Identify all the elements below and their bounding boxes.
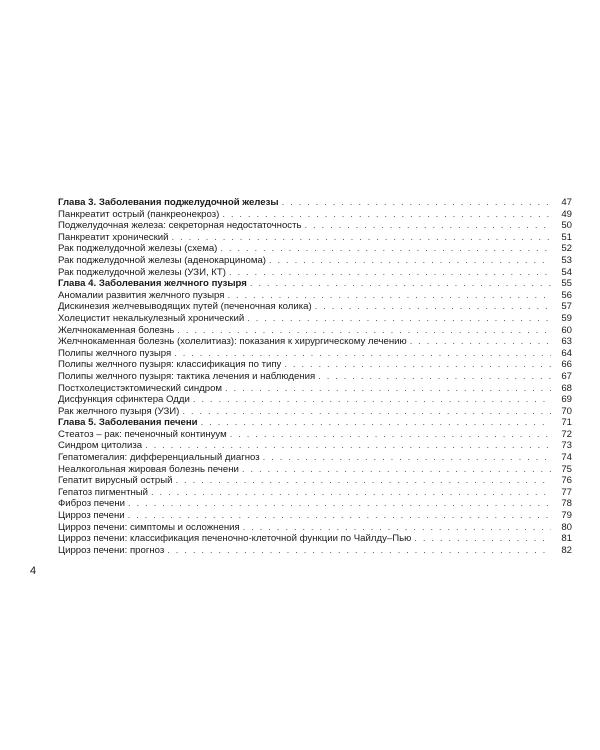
toc-entry-page: 82 bbox=[561, 544, 572, 556]
dot-leader bbox=[230, 429, 551, 441]
toc-entry-title: Фиброз печени bbox=[58, 498, 125, 510]
toc-entry-title: Рак поджелудочной железы (аденокарцинома) bbox=[58, 254, 266, 266]
toc-entry[interactable] bbox=[58, 464, 572, 476]
toc-chapter-heading[interactable] bbox=[58, 197, 572, 209]
dot-leader bbox=[177, 325, 551, 337]
toc-entry[interactable] bbox=[58, 301, 572, 313]
toc-entry[interactable] bbox=[58, 267, 572, 279]
toc-entry-page: 56 bbox=[561, 289, 572, 301]
toc-entry[interactable] bbox=[58, 440, 572, 452]
toc-entry-page: 51 bbox=[561, 231, 572, 243]
dot-leader bbox=[250, 278, 551, 290]
toc-entry-title: Глава 3. Заболевания поджелудочной железы bbox=[58, 197, 279, 208]
dot-leader bbox=[247, 313, 551, 325]
toc-entry-page: 50 bbox=[561, 220, 572, 232]
toc-entry-title: Цирроз печени: прогноз bbox=[58, 544, 165, 556]
toc-entry-title: Рак поджелудочной железы (схема) bbox=[58, 243, 218, 255]
toc-entry-page: 73 bbox=[561, 440, 572, 452]
toc-entry-title: Поджелудочная железа: секреторная недостаточность bbox=[58, 220, 302, 232]
toc-entry[interactable] bbox=[58, 522, 572, 534]
dot-leader bbox=[284, 359, 551, 371]
toc-entry-title: Синдром цитолиза bbox=[58, 440, 143, 452]
dot-leader bbox=[176, 475, 551, 487]
dot-leader bbox=[128, 498, 551, 510]
dot-leader bbox=[151, 487, 551, 499]
dot-leader bbox=[229, 267, 551, 279]
toc-entry-page: 64 bbox=[561, 347, 572, 359]
toc-entry-page: 60 bbox=[561, 324, 572, 336]
toc-entry[interactable] bbox=[58, 510, 572, 522]
toc-entry-page: 52 bbox=[561, 243, 572, 255]
toc-entry-page: 53 bbox=[561, 254, 572, 266]
toc-entry[interactable] bbox=[58, 371, 572, 383]
toc-entry[interactable] bbox=[58, 336, 572, 348]
toc-entry-page: 55 bbox=[561, 278, 572, 290]
dot-leader bbox=[174, 348, 551, 360]
toc-entry-page: 63 bbox=[561, 336, 572, 348]
dot-leader bbox=[145, 440, 551, 452]
toc-entry-title: Глава 4. Заболевания желчного пузыря bbox=[58, 278, 247, 290]
toc-entry-page: 80 bbox=[561, 521, 572, 533]
dot-leader bbox=[128, 510, 551, 522]
toc-chapter-heading[interactable] bbox=[58, 417, 572, 429]
dot-leader bbox=[410, 336, 551, 348]
toc-entry[interactable] bbox=[58, 255, 572, 267]
dot-leader bbox=[414, 533, 551, 545]
dot-leader bbox=[193, 394, 551, 406]
toc-entry-title: Гепатит вирусный острый bbox=[58, 475, 173, 487]
toc-entry-page: 70 bbox=[561, 405, 572, 417]
toc-entry-page: 67 bbox=[561, 370, 572, 382]
toc-entry-page: 71 bbox=[561, 417, 572, 429]
toc-entry-title: Дискинезия желчевыводящих путей (печеночная колика) bbox=[58, 301, 312, 313]
dot-leader bbox=[222, 209, 551, 221]
dot-leader bbox=[282, 197, 551, 209]
toc-entry[interactable] bbox=[58, 348, 572, 360]
dot-leader bbox=[220, 243, 551, 255]
toc-entry[interactable] bbox=[58, 475, 572, 487]
toc-entry[interactable] bbox=[58, 545, 572, 557]
toc-entry-title: Полипы желчного пузыря bbox=[58, 347, 172, 359]
toc-entry[interactable] bbox=[58, 487, 572, 499]
toc-entry[interactable] bbox=[58, 498, 572, 510]
dot-leader bbox=[318, 371, 551, 383]
dot-leader bbox=[172, 232, 551, 244]
toc-entry-title: Постхолецистэктомический синдром bbox=[58, 382, 223, 394]
toc-entry-page: 59 bbox=[561, 312, 572, 324]
toc-entry-page: 57 bbox=[561, 301, 572, 313]
dot-leader bbox=[263, 452, 551, 464]
toc-entry-title: Цирроз печени bbox=[58, 510, 125, 522]
toc-entry-title: Рак желчного пузыря (УЗИ) bbox=[58, 405, 180, 417]
toc-entry[interactable] bbox=[58, 220, 572, 232]
toc-entry-title: Цирроз печени: симптомы и осложнения bbox=[58, 521, 240, 533]
dot-leader bbox=[201, 417, 551, 429]
toc-entry-title: Глава 5. Заболевания печени bbox=[58, 417, 198, 429]
toc-entry-page: 76 bbox=[561, 475, 572, 487]
toc-entry-page: 79 bbox=[561, 510, 572, 522]
dot-leader bbox=[243, 522, 551, 534]
toc-entry-page: 72 bbox=[561, 428, 572, 440]
toc-entry-page: 54 bbox=[561, 266, 572, 278]
toc-entry-title: Рак поджелудочной железы (УЗИ, КТ) bbox=[58, 266, 226, 278]
dot-leader bbox=[225, 383, 551, 395]
toc-entry-title: Гепатоз пигментный bbox=[58, 486, 149, 498]
toc-entry[interactable] bbox=[58, 313, 572, 325]
toc-entry-title: Панкреатит острый (панкреонекроз) bbox=[58, 208, 220, 220]
dot-leader bbox=[269, 255, 551, 267]
dot-leader bbox=[227, 290, 551, 302]
dot-leader bbox=[242, 464, 551, 476]
toc-entry-page: 77 bbox=[561, 486, 572, 498]
toc-entry[interactable] bbox=[58, 452, 572, 464]
toc-entry-title: Холецистит некалькулезный хронический bbox=[58, 312, 245, 324]
toc-entry-page: 69 bbox=[561, 394, 572, 406]
toc-entry-title: Желчнокаменная болезнь bbox=[58, 324, 175, 336]
dot-leader bbox=[167, 545, 551, 557]
toc-entry[interactable] bbox=[58, 429, 572, 441]
toc-entry[interactable] bbox=[58, 232, 572, 244]
dot-leader bbox=[182, 406, 551, 418]
toc-entry-title: Дисфункция сфинктера Одди bbox=[58, 394, 190, 406]
toc-entry[interactable] bbox=[58, 394, 572, 406]
toc-entry-title: Полипы желчного пузыря: тактика лечения и наблюдения bbox=[58, 370, 316, 382]
toc-entry-page: 74 bbox=[561, 452, 572, 464]
toc-entry-title: Полипы желчного пузыря: классификация по типу bbox=[58, 359, 282, 371]
toc-entry[interactable] bbox=[58, 209, 572, 221]
toc-entry-page: 49 bbox=[561, 208, 572, 220]
toc-entry-title: Цирроз печени: классификация печеночно-клеточной функции по Чайлду–Пью bbox=[58, 533, 412, 545]
toc-entry-page: 78 bbox=[561, 498, 572, 510]
toc-entry-title: Неалкогольная жировая болезнь печени bbox=[58, 463, 239, 475]
toc-entry-title: Стеатоз – рак: печеночный континуум bbox=[58, 428, 227, 440]
toc-entry[interactable] bbox=[58, 290, 572, 302]
dot-leader bbox=[315, 301, 551, 313]
toc-entry-page: 81 bbox=[561, 533, 572, 545]
toc-entry-title: Гепатомегалия: дифференциальный диагноз bbox=[58, 452, 260, 464]
dot-leader bbox=[305, 220, 552, 232]
toc-entry[interactable] bbox=[58, 325, 572, 337]
toc-entry[interactable] bbox=[58, 359, 572, 371]
toc-entry[interactable] bbox=[58, 243, 572, 255]
toc-entry-page: 47 bbox=[561, 197, 572, 208]
toc-entry-page: 75 bbox=[561, 463, 572, 475]
page-number: 4 bbox=[30, 565, 37, 577]
toc-entry[interactable] bbox=[58, 383, 572, 395]
toc-entry-title: Аномалии развития желчного пузыря bbox=[58, 289, 225, 301]
toc-entry-page: 66 bbox=[561, 359, 572, 371]
toc-entry[interactable] bbox=[58, 533, 572, 545]
toc-entry-page: 68 bbox=[561, 382, 572, 394]
toc-entry-title: Желчнокаменная болезнь (холелитиаз): показания к хирургическому лечению bbox=[58, 336, 407, 348]
toc-entry-title: Панкреатит хронический bbox=[58, 231, 169, 243]
toc-chapter-heading[interactable] bbox=[58, 278, 572, 290]
toc-entry[interactable] bbox=[58, 406, 572, 418]
table-of-contents bbox=[58, 197, 572, 556]
